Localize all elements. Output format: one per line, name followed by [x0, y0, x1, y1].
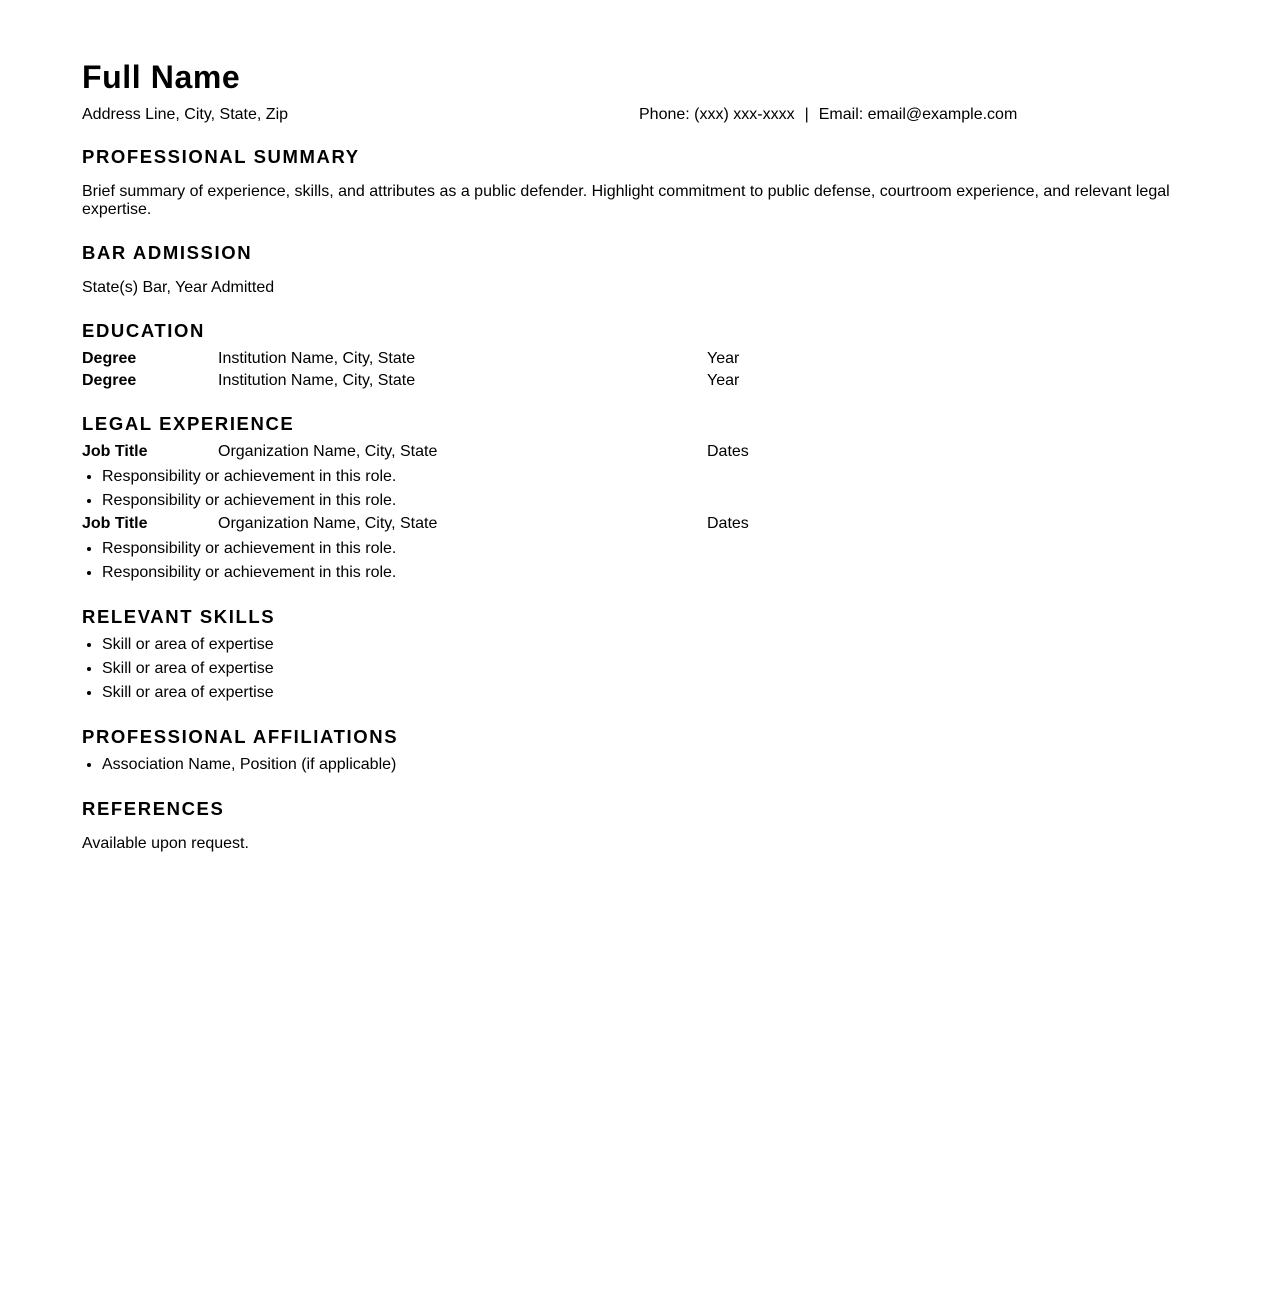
affiliations-list [82, 753, 1196, 777]
job-title: Job Title [82, 443, 148, 460]
contact-row [82, 104, 1196, 126]
section-title-references: REFERENCES [82, 798, 225, 819]
list-item: • Skill or area of expertise [102, 633, 1196, 657]
education-list [82, 348, 1196, 392]
list-item: • Skill or area of expertise [102, 657, 1196, 681]
degree: Degree [82, 372, 137, 389]
job-entry [82, 441, 1196, 513]
year: Year [707, 350, 740, 367]
phone: Phone: (xxx) xxx-xxxx [639, 106, 795, 123]
job-header [82, 441, 1196, 463]
references-section [82, 797, 1196, 853]
institution: Institution Name, City, State [218, 372, 416, 389]
skills-list [82, 633, 1196, 705]
address: Address Line, City, State, Zip [82, 106, 289, 123]
list-item: • Association Name, Position (if applicable) [102, 753, 1196, 777]
degree: Degree [82, 350, 137, 367]
job-title: Job Title [82, 515, 148, 532]
list-item: • Responsibility or achievement in this role. [102, 561, 1196, 585]
list-item: • Responsibility or achievement in this role. [102, 465, 1196, 489]
job-bullets [82, 465, 1196, 513]
job-bullets [82, 537, 1196, 585]
contact-separator: | [804, 106, 809, 123]
list-item: • Responsibility or achievement in this role. [102, 489, 1196, 513]
year: Year [707, 372, 740, 389]
list-item: • Skill or area of expertise [102, 681, 1196, 705]
job-entry [82, 513, 1196, 585]
email: Email: email@example.com [818, 106, 1018, 123]
section-title-experience: LEGAL EXPERIENCE [82, 413, 295, 434]
skills-section [82, 605, 1196, 705]
education-section [82, 319, 1196, 392]
section-title-education: EDUCATION [82, 320, 205, 341]
education-row [82, 348, 1196, 370]
organization: Organization Name, City, State [218, 515, 438, 532]
job-header [82, 513, 1196, 535]
organization: Organization Name, City, State [218, 443, 438, 460]
bar-section [82, 241, 1196, 297]
institution: Institution Name, City, State [218, 350, 416, 367]
full-name: Full Name [82, 59, 241, 95]
summary-text: Brief summary of experience, skills, and attributes as a public defender. Highlight commitment to public defense, courtroom experience, and relevant legal expertise. [82, 183, 1170, 218]
bar-text: State(s) Bar, Year Admitted [82, 279, 275, 296]
section-title-summary: PROFESSIONAL SUMMARY [82, 146, 360, 167]
experience-section [82, 412, 1196, 585]
section-title-affiliations: PROFESSIONAL AFFILIATIONS [82, 726, 399, 747]
section-title-bar: BAR ADMISSION [82, 242, 253, 263]
job-dates: Dates [707, 515, 749, 532]
education-row [82, 370, 1196, 392]
references-text: Available upon request. [82, 835, 249, 852]
job-dates: Dates [707, 443, 749, 460]
section-title-skills: RELEVANT SKILLS [82, 606, 276, 627]
summary-section [82, 145, 1196, 219]
affiliations-section [82, 725, 1196, 777]
list-item: • Responsibility or achievement in this role. [102, 537, 1196, 561]
